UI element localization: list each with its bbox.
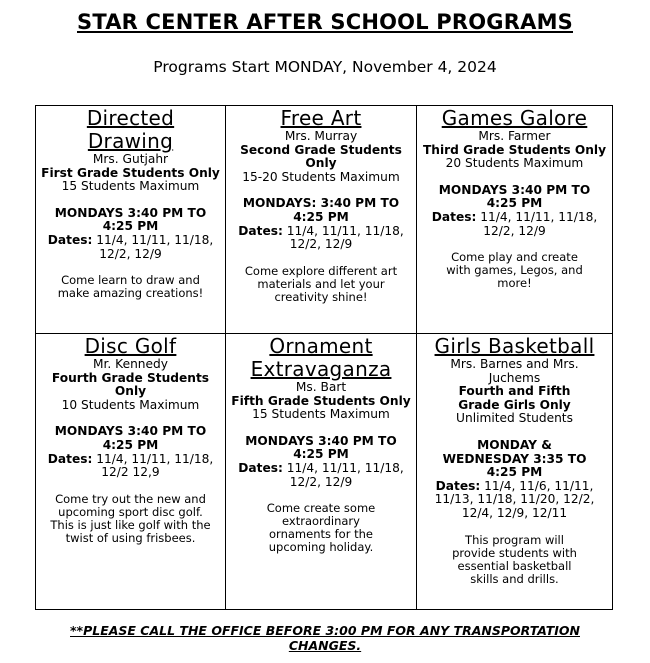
program-title: Disc Golf <box>84 334 177 358</box>
program-capacity: 20 Students Maximum <box>445 156 584 171</box>
program-dates <box>41 453 220 480</box>
programs-grid <box>35 105 613 610</box>
program-schedule: MONDAYS: 3:40 PM TO 4:25 PM <box>242 196 400 224</box>
dates-value: 11/4, 11/11, 11/18, 12/2, 12/9 <box>282 460 404 489</box>
program-card-directed-drawing <box>36 106 226 334</box>
dates-label: Dates: <box>238 460 283 475</box>
program-card-games-galore <box>417 106 612 334</box>
program-title: Free Art <box>280 106 362 130</box>
dates-value: 11/4, 11/11, 11/18, 12/2, 12/9 <box>476 209 598 238</box>
program-dates <box>231 225 411 252</box>
program-dates <box>41 234 220 261</box>
program-dates <box>422 211 607 238</box>
transportation-notice: **PLEASE CALL THE OFFICE BEFORE 3:00 PM FOR ANY TRANSPORTATION CHANGES. <box>70 623 580 653</box>
dates-label: Dates: <box>47 451 93 466</box>
program-schedule: MONDAYS 3:40 PM TO 4:25 PM <box>54 205 207 234</box>
program-card-girls-basketball <box>417 334 612 609</box>
program-grade: Fifth Grade Students Only <box>231 393 411 408</box>
program-schedule: MONDAYS 3:40 PM TO 4:25 PM <box>245 433 397 462</box>
dates-label: Dates: <box>238 223 283 238</box>
dates-value: 11/4, 11/11, 11/18, 12/2 12,9 <box>92 451 214 480</box>
program-capacity: 15-20 Students Maximum <box>242 169 400 184</box>
program-teacher: Mr. Kennedy <box>93 357 168 371</box>
program-schedule: MONDAY & WEDNESDAY 3:35 TO 4:25 PM <box>442 437 587 480</box>
program-description: Come try out the new and upcoming sport disc golf. This is just like golf with the twist of using frisbees. <box>50 491 211 545</box>
program-title: Girls Basketball <box>434 334 595 358</box>
program-grade: Third Grade Students Only <box>422 142 607 157</box>
program-capacity: 10 Students Maximum <box>61 397 200 412</box>
program-description: Come play and create with games, Legos, and more! <box>446 250 583 291</box>
program-title: Directed Drawing <box>86 106 175 153</box>
program-teacher: Ms. Bart <box>295 380 347 394</box>
program-grade: First Grade Students Only <box>41 165 220 180</box>
program-title: Ornament Extravaganza <box>250 334 392 381</box>
dates-value: 11/4, 11/11, 11/18, 12/2, 12/9 <box>92 232 214 261</box>
program-description: Come learn to draw and make amazing creations! <box>57 273 204 301</box>
program-capacity: 15 Students Maximum <box>252 407 390 422</box>
program-card-disc-golf <box>36 334 226 609</box>
dates-value: 11/4, 11/6, 11/11, 11/13, 11/18, 11/20, 12/2, 12/4, 12/9, 12/11 <box>434 478 595 520</box>
program-dates <box>422 480 607 521</box>
program-card-free-art <box>226 106 417 334</box>
program-schedule: MONDAYS 3:40 PM TO 4:25 PM <box>54 424 207 452</box>
program-grade: Second Grade Students Only <box>240 142 402 171</box>
program-description: This program will provide students with essential basketball skills and drills. <box>452 532 577 586</box>
program-teacher: Mrs. Gutjahr <box>92 152 169 166</box>
program-dates <box>231 462 411 489</box>
page-title: STAR CENTER AFTER SCHOOL PROGRAMS <box>77 10 573 34</box>
program-schedule: MONDAYS 3:40 PM TO 4:25 PM <box>438 182 591 211</box>
program-grade: Fourth Grade Students Only <box>51 370 210 399</box>
dates-label: Dates: <box>47 232 93 247</box>
program-description: Come create some extraordinary ornaments for the upcoming holiday. <box>266 501 376 555</box>
dates-label: Dates: <box>431 209 477 224</box>
program-description: Come explore different art materials and let your creativity shine! <box>244 263 398 304</box>
program-title: Games Galore <box>441 106 588 130</box>
program-capacity: 15 Students Maximum <box>61 179 200 194</box>
program-card-ornament-extravaganza <box>226 334 417 609</box>
page-subtitle: Programs Start MONDAY, November 4, 2024 <box>153 58 497 76</box>
program-teacher: Mrs. Murray <box>284 129 358 143</box>
dates-label: Dates: <box>435 478 481 493</box>
program-capacity: Unlimited Students <box>456 411 573 426</box>
dates-value: 11/4, 11/11, 11/18, 12/2, 12/9 <box>282 223 404 252</box>
program-teacher: Mrs. Farmer <box>478 129 551 143</box>
program-teacher: Mrs. Barnes and Mrs. Juchems <box>450 357 579 385</box>
program-grade: Fourth and Fifth Grade Girls Only <box>458 384 571 412</box>
